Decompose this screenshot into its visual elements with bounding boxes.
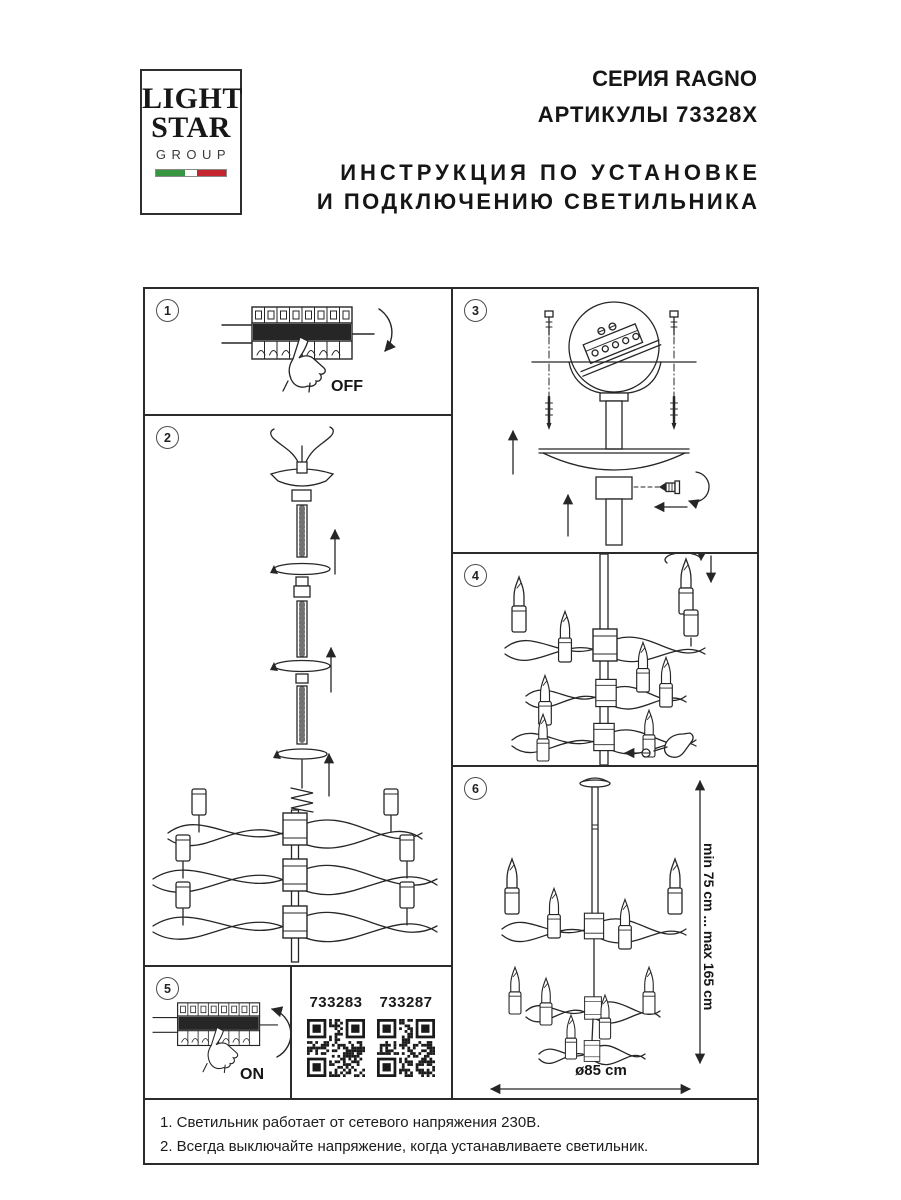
diameter-dimension-label: ø85 cm — [575, 1062, 627, 1079]
height-dimension-label: min 75 cm ... max 165 cm — [701, 843, 717, 1011]
note-line-1: 1. Светильник работает от сетевого напряжения 230В. — [160, 1114, 541, 1131]
logo-group-text: GROUP — [155, 147, 232, 162]
series-title: СЕРИЯ RAGNO — [592, 66, 757, 91]
step-badge-2: 2 — [156, 426, 179, 449]
ceiling-mount-drawing — [453, 289, 753, 552]
qr-article-733287-label: 733287 — [379, 994, 433, 1011]
on-label: ON — [240, 1066, 264, 1083]
instruction-title-line2: И ПОДКЛЮЧЕНИЮ СВЕТИЛЬНИКА — [316, 189, 760, 214]
breaker-off-drawing — [145, 289, 451, 414]
step-badge-1: 1 — [156, 299, 179, 322]
bulb-install-drawing — [453, 554, 753, 765]
lightstar-logo — [140, 69, 242, 215]
step-panel-4 — [453, 554, 753, 765]
rod-assembly-drawing — [145, 416, 451, 965]
notes-section — [145, 1100, 753, 1159]
flag-green-segment — [156, 170, 185, 176]
off-label: OFF — [331, 378, 363, 395]
step-badge-3: 3 — [464, 299, 487, 322]
step-badge-6: 6 — [464, 777, 487, 800]
step-badge-5: 5 — [156, 977, 179, 1000]
instruction-grid — [143, 287, 759, 1165]
note-line-2: 2. Всегда выключайте напряжение, когда устанавливаете светильник. — [160, 1138, 649, 1155]
step-badge-4: 4 — [464, 564, 487, 587]
qr-code-733283 — [307, 1019, 365, 1077]
flag-red-segment — [197, 170, 226, 176]
articles-title: АРТИКУЛЫ 73328X — [537, 102, 758, 127]
italian-flag-bar — [155, 169, 227, 177]
step-panel-5 — [145, 967, 290, 1098]
logo-star-text: STAR — [151, 110, 231, 144]
logo-light-text: LIGHT — [142, 82, 243, 115]
instruction-title-line1: ИНСТРУКЦИЯ ПО УСТАНОВКЕ — [340, 160, 761, 185]
step-panel-1 — [145, 289, 451, 414]
qr-article-733283-label: 733283 — [309, 994, 363, 1011]
step-panel-2 — [145, 416, 451, 965]
qr-panel — [292, 967, 451, 1098]
step-panel-3 — [453, 289, 753, 552]
qr-code-733287 — [377, 1019, 435, 1077]
flag-white-segment — [185, 170, 197, 176]
